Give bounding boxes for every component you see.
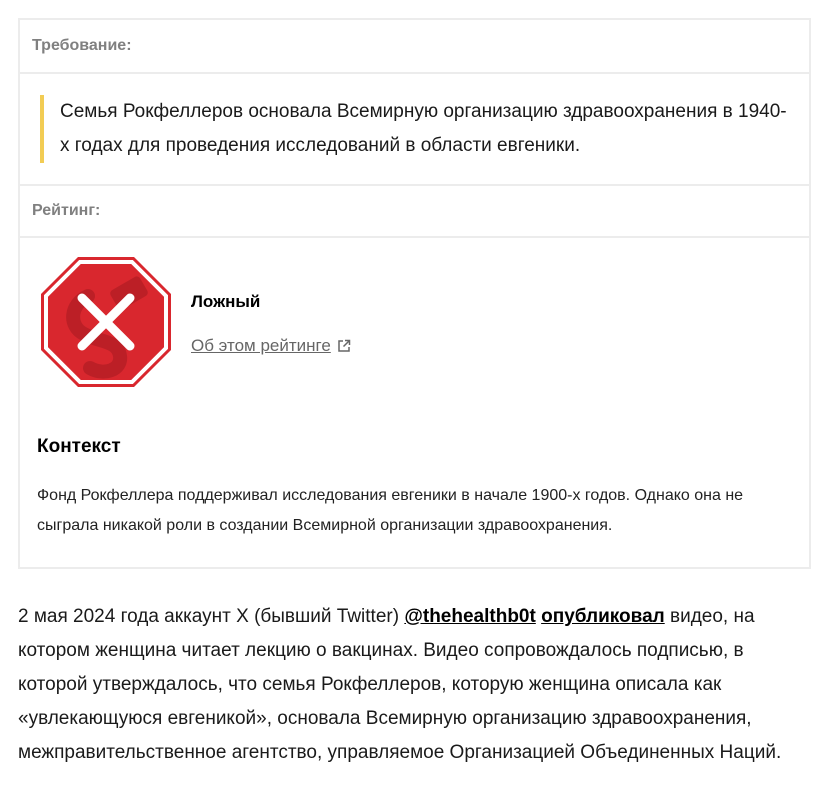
false-rating-stop-sign-icon bbox=[40, 256, 172, 388]
handle-link[interactable]: @thehealthb0t bbox=[404, 606, 536, 627]
article-text-after: видео, на котором женщина читает лекцию о вакцинах. Видео сопровождалось подписью, в которой утверждалось, что семья Рокфеллеров, которую женщина описала как «увлекающуюся евгеникой», основала Всемирную организацию здравоохранения, межправительственное агентство, управляемое Организацией Объединенных Наций. bbox=[18, 606, 782, 763]
article-paragraph bbox=[18, 600, 808, 770]
claim-quote: Семья Рокфеллеров основала Всемирную организацию здравоохранения в 1940-х годах для проведения исследований в области евгеники. bbox=[40, 95, 789, 163]
about-rating-link-label: Об этом рейтинге bbox=[191, 336, 331, 355]
external-link-icon bbox=[337, 339, 351, 353]
context-title: Контекст bbox=[37, 436, 121, 457]
posted-link[interactable]: опубликовал bbox=[541, 606, 665, 627]
rating-header: Рейтинг: bbox=[20, 186, 809, 238]
article-text-before: 2 мая 2024 года аккаунт X (бывший Twitter) bbox=[18, 606, 405, 627]
fact-check-card bbox=[18, 18, 811, 569]
claim-header: Требование: bbox=[20, 20, 809, 74]
context-text: Фонд Рокфеллера поддерживал исследования евгеники в начале 1900-х годов. Однако она не сыграла никакой роли в создании Всемирной организации здравоохранения. bbox=[37, 487, 744, 534]
about-rating-link[interactable] bbox=[191, 336, 351, 356]
rating-value: Ложный bbox=[191, 292, 261, 311]
rating-body bbox=[20, 238, 809, 569]
claim-body bbox=[20, 74, 809, 186]
